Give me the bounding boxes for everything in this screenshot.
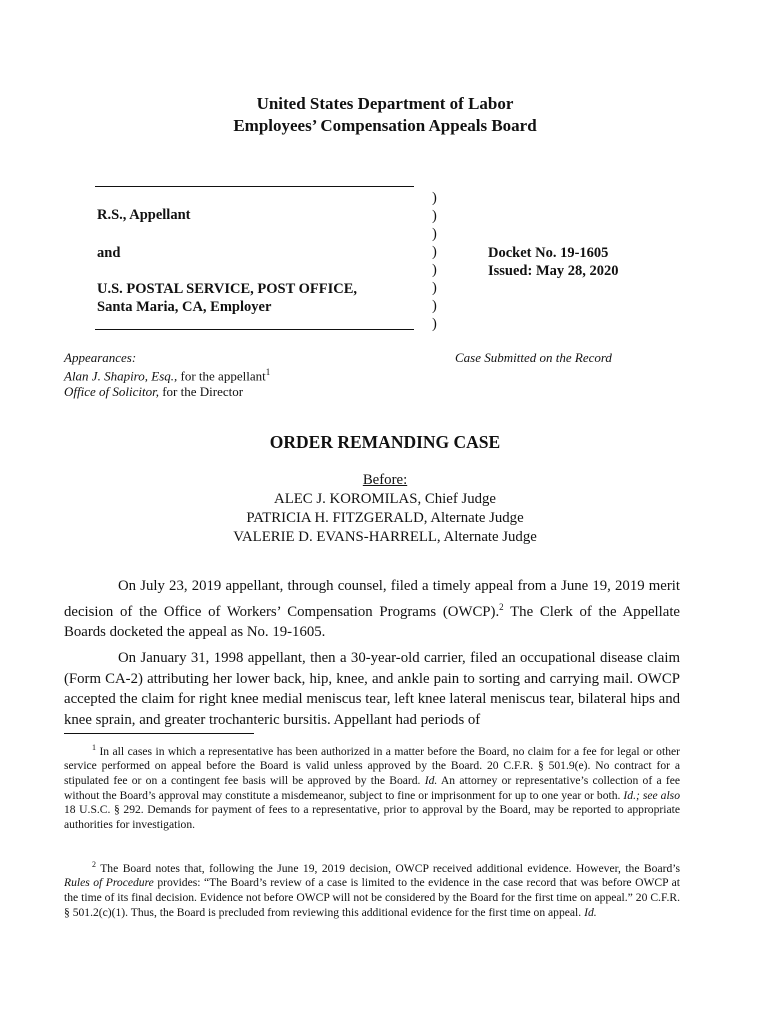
body-paragraph-1: On July 23, 2019 appellant, through counsel, filed a timely appeal from a June 19, 2019 merit decision of the Office of Workers’ Compensation Programs (OWCP).$^2$ The Clerk of the Appellate Boards docketed the appeal as No. 19-1605. — [64, 578, 680, 640]
director-counsel-role: for the Director — [158, 384, 244, 399]
footnote-ref-1[interactable]: 1 — [265, 367, 271, 377]
caption-paren: ) — [432, 280, 437, 296]
caption-top-rule — [95, 186, 414, 187]
caption-paren: ) — [432, 316, 437, 332]
and-connector: and — [97, 245, 121, 261]
issued-date: Issued: May 28, 2020 — [488, 263, 619, 279]
board-title: Employees’ Compensation Appeals Board — [233, 116, 537, 135]
footnote-2-number: 2 — [92, 860, 96, 869]
footnote-2: $^2$ The Board notes that, following the June 19, 2019 decision, OWCP received additional evidence. However, the Board’s Rules of Procedure provides: “The Board’s review of a case is limited to the evidence in the case record that was before OWCP at the time of its final decision. Evidence not before OWCP will not be considered by the Board for the first time on appeal.” 20 C.F.R. § 501.2(c)(1). Thus, the Board is precluded from reviewing this additional evidence for the first time on appeal. Id. — [64, 860, 680, 919]
director-counsel-name: Office of Solicitor, — [64, 384, 159, 399]
judge-1: ALEC J. KOROMILAS, Chief Judge — [274, 491, 496, 507]
footnote-separator — [64, 733, 254, 734]
appellant-counsel-name: Alan J. Shapiro, Esq., — [64, 368, 178, 384]
caption-paren: ) — [432, 244, 437, 260]
department-title: United States Department of Labor — [256, 94, 514, 113]
order-title: ORDER REMANDING CASE — [269, 432, 501, 452]
footnote-1: $^1$ In all cases in which a representative has been authorized in a matter before the Board, no claim for a fee for legal or other service performed on appeal before the Board is valid unless approved by the Board. 20 C.F.R. § 501.9(e). No contract for a stipulated fee or on a contingent fee basis will be approved by the Board. Id. An attorney or representative’s collection of a fee without the Board’s approval may constitute a misdemeanor, subject to fine or imprisonment for up to one year or both. Id.; see also 18 U.S.C. § 292. Demands for payment of fees to a representative, prior to approval by the Board, may be reported to appropriate authorities for investigation. — [64, 743, 681, 831]
before-label: Before: — [362, 472, 408, 488]
footnote-ref-2[interactable]: 2 — [499, 601, 504, 612]
employer-line-2: Santa Maria, CA, Employer — [97, 299, 272, 315]
judge-2: PATRICIA H. FITZGERALD, Alternate Judge — [246, 510, 524, 526]
caption-paren: ) — [432, 208, 437, 224]
caption-paren: ) — [432, 190, 437, 206]
appellant-counsel — [64, 367, 270, 384]
director-counsel — [64, 384, 243, 400]
case-submitted-note: Case Submitted on the Record — [455, 350, 612, 365]
caption-paren: ) — [432, 226, 437, 242]
caption-paren: ) — [432, 298, 437, 314]
footnote-1-number: 1 — [92, 743, 96, 752]
caption-bottom-rule — [95, 329, 414, 330]
appearances-heading: Appearances: — [64, 350, 137, 365]
caption-paren: ) — [432, 262, 437, 278]
docket-number: Docket No. 19-1605 — [488, 245, 609, 261]
judge-3: VALERIE D. EVANS-HARRELL, Alternate Judge — [233, 529, 537, 545]
appellant-counsel-role: for the appellant — [177, 368, 266, 384]
body-paragraph-2: On January 31, 1998 appellant, then a 30-year-old carrier, filed an occupational disease claim (Form CA-2) attributing her lower back, hip, knee, and ankle pain to sorting and carrying mail. OWCP accepted the claim for right knee medial meniscus tear, left knee lateral meniscus tear, bilateral hips and knee sprain, and greater trochanteric bursitis. Appellant had periods of — [64, 650, 680, 728]
appellant-name: R.S., Appellant — [97, 207, 191, 223]
employer-line-1: U.S. POSTAL SERVICE, POST OFFICE, — [97, 281, 358, 297]
